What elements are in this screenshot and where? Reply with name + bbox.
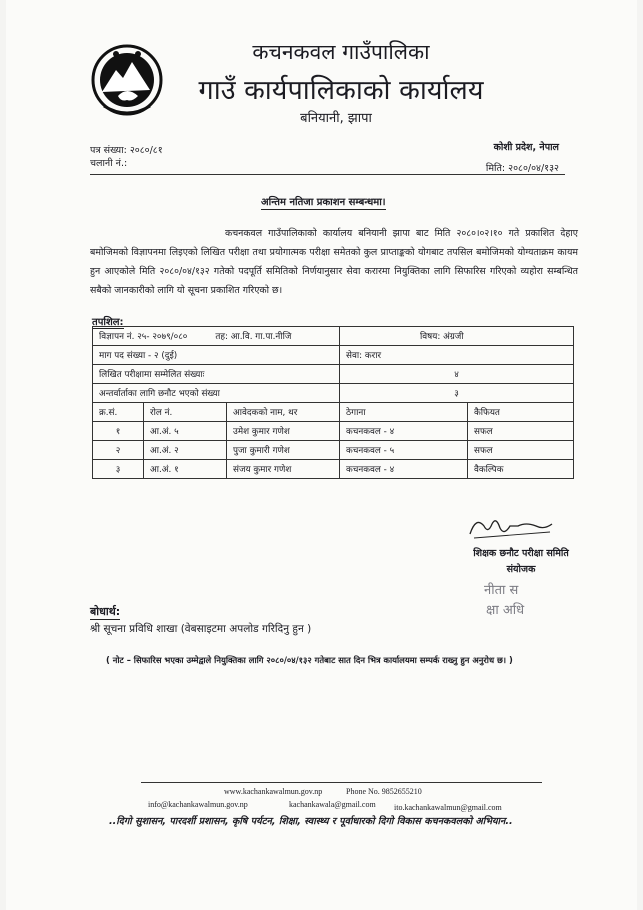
col-header-remarks: कैफियत [468, 403, 574, 422]
result-table [92, 326, 574, 479]
province-name: कोशी प्रदेश, नेपाल [493, 142, 559, 153]
municipality-name: कचनकवल गाउँपालिका [252, 40, 430, 64]
table-header-row [93, 403, 574, 422]
service-type: सेवा: करार [340, 346, 574, 365]
cell-sn: २ [93, 441, 144, 460]
advert-cell [93, 327, 340, 346]
table-row [93, 422, 574, 441]
table-row [93, 346, 574, 365]
footer-website: www.kachankawalmun.gov.np [224, 787, 323, 796]
dispatch-number: चलानी नं.: [90, 158, 128, 169]
letter-body: कचनकवल गाउँपालिकाको कार्यालय बनियानी झापा बाट मिति २०८०।०२।१० गते प्रकाशित देहाए बमोजिमको विज्ञापनमा लिइएको लिखित परीक्षा तथा प्रयोगात्मक परीक्षा समेतको कुल प्राप्ताङ्कको योगबाट तपसिल बमोजिमको योग्यताक्रम कायम हुन आएकोले मिति २०८०/०४/१३२ गतेको पदपूर्ति समितिको निर्णयानुसार सेवा करारमा नियुक्तिका लागि सिफारिस गरिएको व्यहोरा सम्बन्धित सबैको जानकारीको लागि यो सूचना प्रकाशित गरिएको छ। [90, 228, 578, 296]
office-address: बनियानी, झापा [300, 111, 372, 126]
stamp-text-line1: नीता स [484, 583, 519, 598]
footer-email-gmail: kachankawala@gmail.com [289, 800, 376, 809]
table-row [93, 327, 574, 346]
cell-name: संजय कुमार गणेश [227, 460, 340, 479]
table-row [93, 365, 574, 384]
signatory-title [456, 546, 586, 578]
col-header-name: आवेदकको नाम, थर [227, 403, 340, 422]
interview-count: ३ [340, 384, 574, 403]
cell-remarks: सफल [468, 422, 574, 441]
cc-recipient: श्री सूचना प्रविधि शाखा (वेबसाइटमा अपलोड गरिदिनु हुन ) [90, 623, 312, 635]
table-row [93, 384, 574, 403]
cell-name: पुजा कुमारी गणेश [227, 441, 340, 460]
header-divider [90, 174, 565, 175]
interview-label: अन्तर्वार्ताका लागि छनौट भएको संख्या [93, 384, 340, 403]
nepal-emblem-logo [88, 40, 166, 118]
note-text: ( नोट – सिफारिस भएका उम्मेद्वाले नियुक्तिका लागि २०८०/०४/१३२ गतेबाट सात दिन भित्र कार्यालयमा सम्पर्क राख्नु हुन अनुरोध छ। ) [106, 655, 513, 665]
table-row [93, 460, 574, 479]
cell-roll: आ.अं. २ [144, 441, 227, 460]
cell-sn: १ [93, 422, 144, 441]
advert-subject: विषय: अंग्रजी [340, 327, 574, 346]
post-count: माग पद संख्या - २ (दुई) [93, 346, 340, 365]
cell-roll: आ.अं. १ [144, 460, 227, 479]
footer-email-ito: ito.kachankawalmun@gmail.com [394, 803, 502, 812]
letter-subject: अन्तिम नतिजा प्रकाशन सम्बन्धमा। [261, 194, 386, 210]
cc-label: बोधार्थ: [90, 605, 121, 618]
written-exam-label: लिखित परीक्षामा सम्मेलित संख्याः [93, 365, 340, 384]
cell-address: कचनकवल - ४ [340, 460, 468, 479]
details-label: तपशिल: [92, 314, 124, 329]
handwritten-signature [466, 512, 556, 542]
cell-roll: आ.अं. ५ [144, 422, 227, 441]
letter-page [6, 0, 637, 910]
cell-name: उमेश कुमार गणेश [227, 422, 340, 441]
table-row [93, 441, 574, 460]
footer-slogan: ..दिगो सुशासन, पारदर्शी प्रशासन, कृषि पर्यटन, शिक्षा, स्वास्थ्य र पूर्वाधारको दिगो विकास कचनकवलको अभियान.. [109, 816, 513, 827]
reference-number: पत्र संख्या: २०८०/८१ [90, 145, 163, 156]
footer-email-info: info@kachankawalmun.gov.np [148, 800, 248, 809]
cell-address: कचनकवल - ५ [340, 441, 468, 460]
cell-remarks: सफल [468, 441, 574, 460]
advert-level: तह: आ.वि. गा.पा.नीजि [215, 332, 292, 342]
footer-divider [141, 782, 542, 783]
col-header-address: ठेगाना [340, 403, 468, 422]
committee-name: शिक्षक छनौट परीक्षा समिति [473, 548, 569, 559]
col-header-roll: रोल नं. [144, 403, 227, 422]
office-name: गाउँ कार्यपालिकाको कार्यालय [198, 75, 484, 106]
cell-sn: ३ [93, 460, 144, 479]
footer-phone: Phone No. 9852655210 [346, 787, 422, 796]
col-header-sn: क्र.सं. [93, 403, 144, 422]
advert-number: विज्ञापन नं. २५- २०७९/०८० [99, 332, 188, 342]
signatory-role: संयोजक [506, 564, 536, 575]
written-exam-count: ४ [340, 365, 574, 384]
letter-date: मिति: २०८०/०४/१३२ [485, 163, 559, 174]
cell-address: कचनकवल - ४ [340, 422, 468, 441]
stamp-text-line2: क्षा अधि [486, 603, 525, 618]
cell-remarks: वैकल्पिक [468, 460, 574, 479]
